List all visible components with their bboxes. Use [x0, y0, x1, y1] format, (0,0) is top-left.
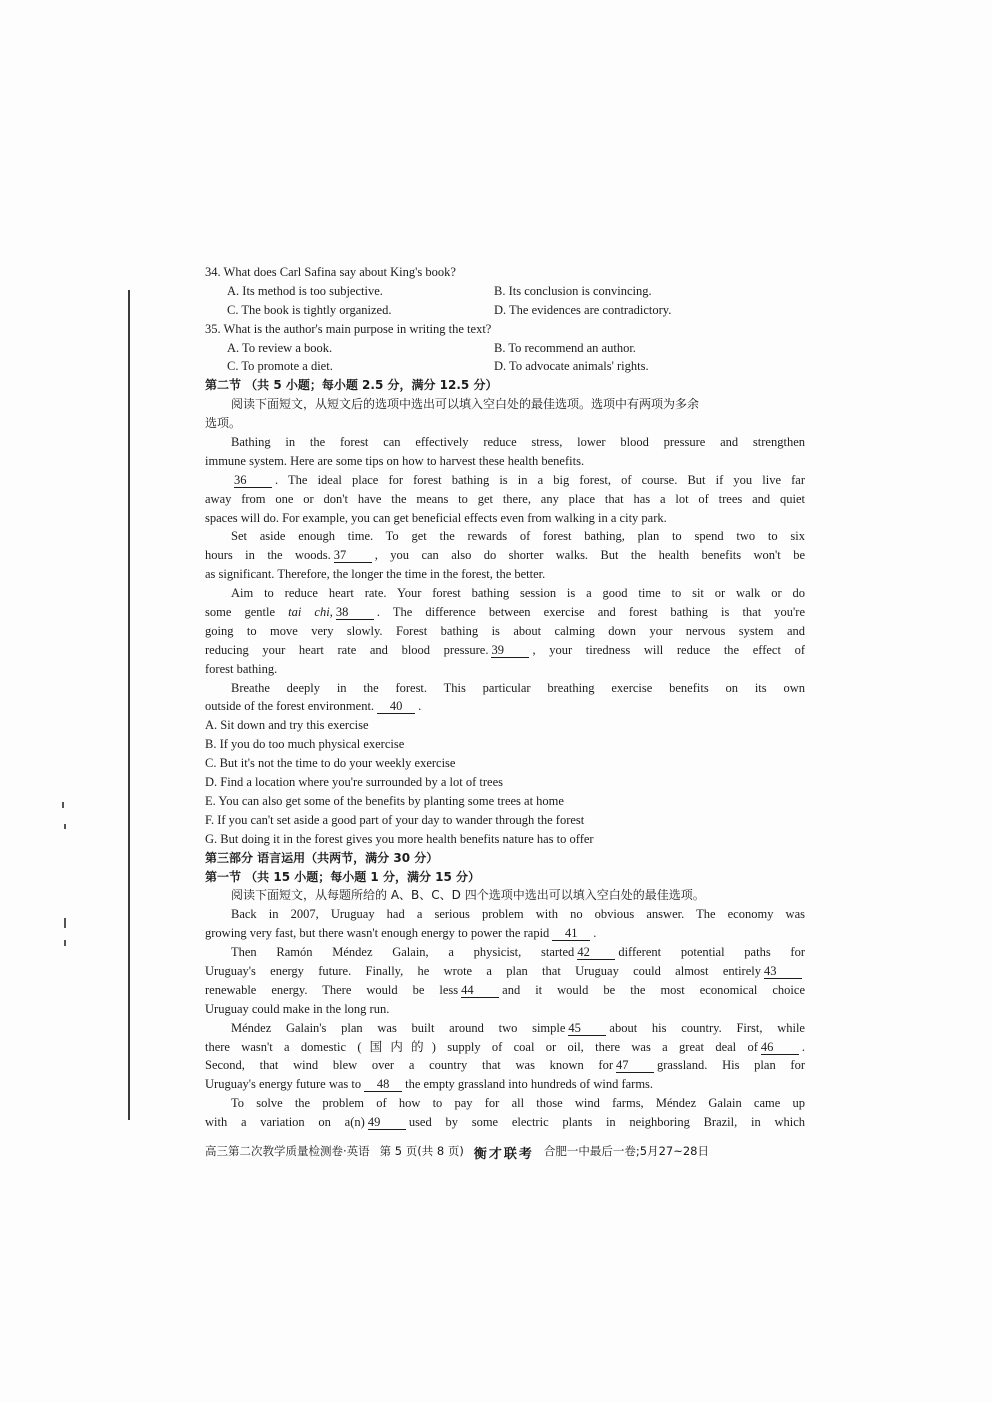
option-a: A. Sit down and try this exercise: [205, 718, 369, 733]
passage-line: [205, 943, 805, 962]
exam-content: [205, 263, 805, 1132]
passage-text: and it would be the most economical choice: [502, 982, 805, 997]
blank-46[interactable]: 46: [761, 1040, 799, 1055]
passage-text: , your tiredness will reduce the effect of: [532, 642, 805, 657]
blank-37[interactable]: 37: [334, 548, 372, 563]
passage-line: [205, 924, 805, 943]
option-34-b: B. Its conclusion is convincing.: [494, 283, 652, 298]
passage-text: different potential paths for: [618, 945, 805, 960]
blank-42[interactable]: 42: [577, 945, 615, 960]
passage-line: To solve the problem of how to pay for all those wind farms, Méndez Galain came up: [231, 1096, 805, 1111]
passage-text: with a variation on a(n): [205, 1115, 365, 1130]
question-35-options-row1: [205, 339, 805, 358]
margin-mark: [64, 824, 66, 829]
option-c: C. But it's not the time to do your weekly exercise: [205, 756, 456, 771]
passage-line: [205, 471, 805, 490]
passage-line: [205, 546, 805, 565]
section-2-instruction-cont: 选项。: [205, 416, 242, 431]
option-35-d: D. To advocate animals' rights.: [494, 359, 649, 374]
blank-41[interactable]: 41: [552, 926, 590, 941]
option-e: E. You can also get some of the benefits by planting some trees at home: [205, 793, 564, 808]
option-f: F. If you can't set aside a good part of your day to wander through the forest: [205, 812, 585, 827]
passage-line: immune system. Here are some tips on how to harvest these health benefits.: [205, 453, 585, 468]
passage-text: some gentle: [205, 605, 276, 620]
passage-line: Aim to reduce heart rate. Your forest bathing session is a good time to sit or walk or do: [231, 586, 805, 601]
passage-line: [205, 1038, 805, 1057]
passage-line: going to move very slowly. Forest bathing is about calming down your nervous system and: [205, 623, 805, 638]
passage-line: Back in 2007, Uruguay had a serious problem with no obvious answer. The economy was: [231, 907, 805, 922]
option-35-c: C. To promote a diet.: [227, 359, 333, 374]
blank-48[interactable]: 48: [364, 1077, 402, 1092]
passage-line: [205, 1019, 805, 1038]
passage-text: .: [418, 699, 422, 714]
passage-text: outside of the forest environment.: [205, 699, 375, 714]
question-34-stem: 34. What does Carl Safina say about King's book?: [205, 265, 456, 279]
passage-line: spaces will do. For example, you can get beneficial effects even from walking in a city park.: [205, 510, 667, 525]
question-35-options-row2: [205, 357, 805, 376]
passage-line: [205, 1056, 805, 1075]
blank-40[interactable]: 40: [377, 699, 415, 714]
passage-text: .: [801, 1039, 805, 1054]
part-3-instruction: 阅读下面短文，从每题所给的 A、B、C、D 四个选项中选出可以填入空白处的最佳选项。: [231, 888, 705, 903]
option-35-b: B. To recommend an author.: [494, 340, 636, 355]
option-b: B. If you do too much physical exercise: [205, 737, 405, 752]
margin-mark: [64, 918, 66, 928]
passage-line: forest bathing.: [205, 661, 278, 676]
passage-line: away from one or don't have the means to get there, any place that has a lot of trees and quiet: [205, 491, 805, 506]
option-35-a: A. To review a book.: [227, 340, 333, 355]
margin-mark: [64, 940, 66, 946]
passage-line: [205, 603, 805, 622]
passage-text: , you can also do shorter walks. But the health benefits won't be: [374, 548, 805, 563]
passage-line: Bathing in the forest can effectively reduce stress, lower blood pressure and strengthen: [231, 435, 805, 450]
passage-text: Uruguay's energy future. Finally, he wrote a plan that Uruguay could almost entirely: [205, 963, 761, 978]
passage-text: Then Ramón Méndez Galain, a physicist, started: [231, 945, 575, 960]
passage-text: Méndez Galain's plan was built around two simple: [231, 1020, 566, 1035]
question-35-stem: 35. What is the author's main purpose in writing the text?: [205, 321, 492, 336]
question-34-options-row2: [205, 301, 805, 320]
passage-line: [205, 697, 805, 716]
option-g: G. But doing it in the forest gives you more health benefits nature has to offer: [205, 831, 594, 846]
passage-text: there wasn't a domestic (国内的) supply of coal or oil, there was a great deal of: [205, 1039, 758, 1054]
option-d: D. Find a location where you're surrounded by a lot of trees: [205, 775, 504, 790]
passage-text: growing very fast, but there wasn't enough energy to power the rapid: [205, 926, 550, 941]
margin-mark: [62, 802, 64, 808]
passage-text: .: [593, 926, 597, 941]
passage-text: about his country. First, while: [609, 1020, 805, 1035]
blank-43[interactable]: 43: [764, 964, 802, 979]
passage-text: ,: [329, 605, 333, 620]
passage-text: renewable energy. There would be less: [205, 982, 459, 997]
passage-line: Uruguay could make in the long run.: [205, 1001, 390, 1016]
passage-line: Set aside enough time. To get the rewards of forest bathing, plan to spend two to six: [231, 529, 805, 544]
passage-text: hours in the woods.: [205, 548, 331, 563]
footer-exam-info: 合肥一中最后一卷;5月27~28日: [543, 1144, 709, 1158]
passage-line: [205, 1113, 805, 1132]
option-34-a: A. Its method is too subjective.: [227, 283, 383, 298]
passage-text: grassland. His plan for: [657, 1058, 805, 1073]
passage-text: Uruguay's energy future was to: [205, 1077, 362, 1092]
passage-line: as significant. Therefore, the longer the time in the forest, the better.: [205, 567, 546, 582]
blank-47[interactable]: 47: [616, 1058, 654, 1073]
footer-exam-title: 高三第二次教学质量检测卷·英语: [205, 1144, 370, 1158]
passage-line: Breathe deeply in the forest. This particular breathing exercise benefits on its own: [231, 680, 805, 695]
blank-44[interactable]: 44: [461, 983, 499, 998]
footer-page-number: 第 5 页(共 8 页): [379, 1144, 464, 1158]
section-2-heading: 第二节 （共 5 小题；每小题 2.5 分，满分 12.5 分）: [205, 378, 498, 393]
blank-38[interactable]: 38: [336, 605, 374, 620]
passage-text: reducing your heart rate and blood pressure.: [205, 642, 489, 657]
passage-line: [205, 641, 805, 660]
section-2-instruction: 阅读下面短文，从短文后的选项中选出可以填入空白处的最佳选项。选项中有两项为多余: [231, 397, 700, 412]
option-34-c: C. The book is tightly organized.: [227, 302, 392, 317]
passage-text: . The ideal place for forest bathing is in a big forest, of course. But if you live far: [275, 472, 805, 487]
blank-49[interactable]: 49: [368, 1115, 406, 1130]
part-3-section-1-heading: 第一节 （共 15 小题；每小题 1 分，满分 15 分）: [205, 869, 480, 884]
blank-45[interactable]: 45: [568, 1021, 606, 1036]
passage-text: . The difference between exercise and forest bathing is that you're: [376, 605, 805, 620]
blank-39[interactable]: 39: [491, 643, 529, 658]
passage-line: [205, 962, 805, 981]
page-footer: [205, 1143, 805, 1162]
passage-line: [205, 1075, 805, 1094]
question-34-options-row1: [205, 282, 805, 301]
option-34-d: D. The evidences are contradictory.: [494, 302, 672, 317]
blank-36[interactable]: 36: [234, 473, 272, 488]
passage-text-italic: tai chi: [288, 605, 330, 620]
part-3-heading: 第三部分 语言运用（共两节，满分 30 分）: [205, 850, 439, 865]
passage-line: [205, 981, 805, 1000]
passage-text: the empty grassland into hundreds of wind farms.: [405, 1077, 654, 1092]
binding-margin-line: [128, 290, 130, 1120]
passage-text: Second, that wind blew over a country that was known for: [205, 1058, 614, 1073]
passage-text: used by some electric plants in neighboring Brazil, in which: [408, 1115, 805, 1130]
footer-brand-logo: 衡才联考: [473, 1147, 534, 1162]
